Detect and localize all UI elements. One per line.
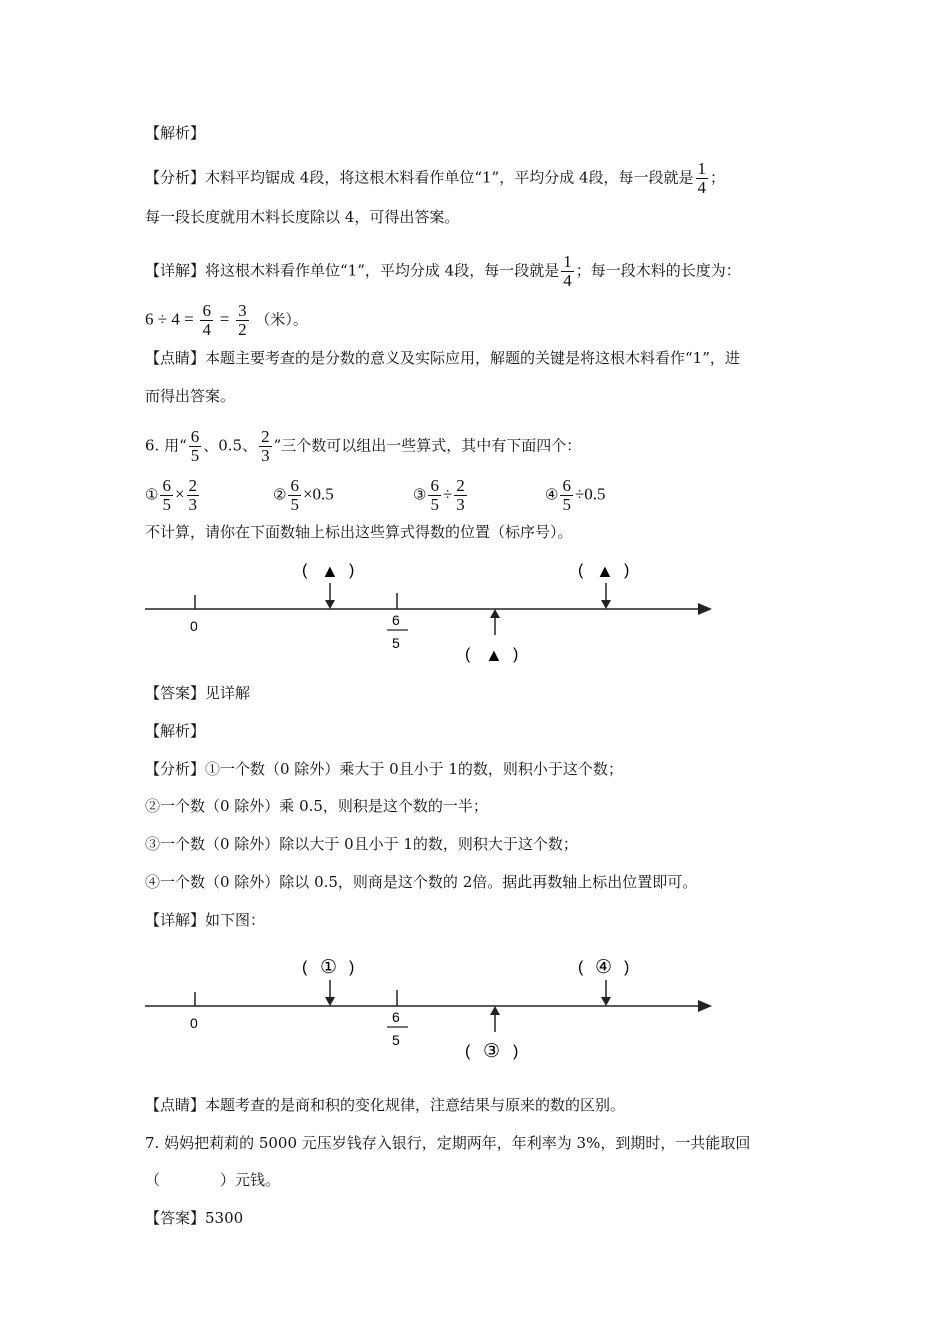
left-open-paren: ( [302,959,308,976]
label-three: ③ [483,1041,501,1062]
q6-analysis-4: ④一个数（0 除外）除以 0.5，则商是这个数的 2倍。据此再数轴上标出位置即可。 [145,873,698,891]
q7-stem-line2: （ ）元钱。 [145,1171,281,1189]
fraction-2-3: $\frac{2}{3}$ [261,427,270,465]
six-fifths-numerator: 6 [392,1009,400,1025]
q5-comment-line2: 而得出答案。 [145,387,236,405]
left-close-paren: ) [349,959,355,976]
q5-analysis-line2: 每一段长度就用木料长度除以 4，可得出答案。 [145,208,460,226]
fraction-1-4: $\frac{1}{4}$ [563,252,572,290]
q6-instruction: 不计算，请你在下面数轴上标出这些算式得数的位置（标序号）。 [145,523,573,541]
q5-analysis-line1: 【分析】木料平均锯成 4段，将这根木料看作单位“1”，平均分成 4段，每一段就是 $\frac{1}{4}$ ； [145,159,726,197]
zero-label: 0 [190,1015,198,1031]
six-fifths-numerator: 6 [392,612,400,628]
axis-arrowhead [698,1000,712,1012]
q5-detail-line1: 【详解】将这根木料看作单位“1”，平均分成 4段，每一段就是 $\frac{1}{4}$ ；每一段木料的长度为： [145,252,741,290]
left-open-paren: ( [302,562,308,579]
below-blank-triangle: ▲ [485,645,503,665]
right-close-paren: ) [624,959,630,976]
expression-2: ② $\frac{6}{5}$ ×0.5 [273,476,334,514]
six-fifths-denominator: 5 [392,1032,400,1048]
below-open-paren: ( [465,646,471,663]
right-close-paren: ) [624,562,630,579]
label-one: ① [320,957,338,978]
expression-3: ③ $\frac{6}{5}$ ÷ $\frac{2}{3}$ [413,476,465,514]
q6-comment: 【点睛】本题考查的是商和积的变化规律，注意结果与原来的数的区别。 [145,1096,626,1114]
q6-analysis-3: ③一个数（0 除外）除以大于 0且小于 1的数，则积大于这个数； [145,835,578,853]
zero-label: 0 [190,618,198,634]
fraction-1-4: $\frac{1}{4}$ [697,159,707,197]
left-blank-triangle: ▲ [321,561,339,581]
q7-stem-line1: 7. 妈妈把莉莉的 5000 元压岁钱存入银行，定期两年，年利率为 3%，到期时，一共能取回 [145,1134,751,1152]
six-fifths-denominator: 5 [392,635,400,651]
q6-detail: 【详解】如下图： [145,911,266,929]
expression-4: ④ $\frac{6}{5}$ ÷0.5 [545,476,606,514]
fraction-6-4: $\frac{6}{4}$ [202,301,211,339]
q5-calculation: 6 ÷ 4 = $\frac{6}{4}$ = $\frac{3}{2}$ （米）。 [145,301,308,339]
number-line-question [140,555,720,667]
left-close-paren: ) [349,562,355,579]
expression-1: ① $\frac{6}{5}$ × $\frac{2}{3}$ [145,476,198,514]
right-blank-triangle: ▲ [596,561,614,581]
right-open-paren: ( [578,959,584,976]
below-close-paren: ) [513,646,519,663]
right-open-paren: ( [578,562,584,579]
q6-analysis-1: 【分析】①一个数（0 除外）乘大于 0且小于 1的数，则积小于这个数； [145,760,623,778]
q6-analysis-2: ②一个数（0 除外）乘 0.5，则积是这个数的一半； [145,797,488,815]
fraction-6-5: $\frac{6}{5}$ [190,427,200,465]
q6-stem: 6. 用“ $\frac{6}{5}$ 、0.5、 $\frac{2}{3}$ ”三个数可以组出一些算式，其中有下面四个： [145,427,582,465]
axis-arrowhead [698,603,712,615]
below-close-paren: ) [513,1043,519,1060]
fraction-3-2: $\frac{3}{2}$ [238,301,247,339]
below-open-paren: ( [465,1043,471,1060]
label-four: ④ [595,957,613,978]
analysis-heading: 【解析】 [145,124,206,142]
q7-answer: 【答案】5300 [145,1209,244,1227]
q5-comment-line1: 【点睛】本题主要考查的是分数的意义及实际应用，解题的关键是将这根木料看作“1”，进 [145,349,740,367]
q6-answer: 【答案】见详解 [145,684,251,702]
q6-analysis-heading: 【解析】 [145,722,206,740]
number-line-answer [140,952,720,1064]
